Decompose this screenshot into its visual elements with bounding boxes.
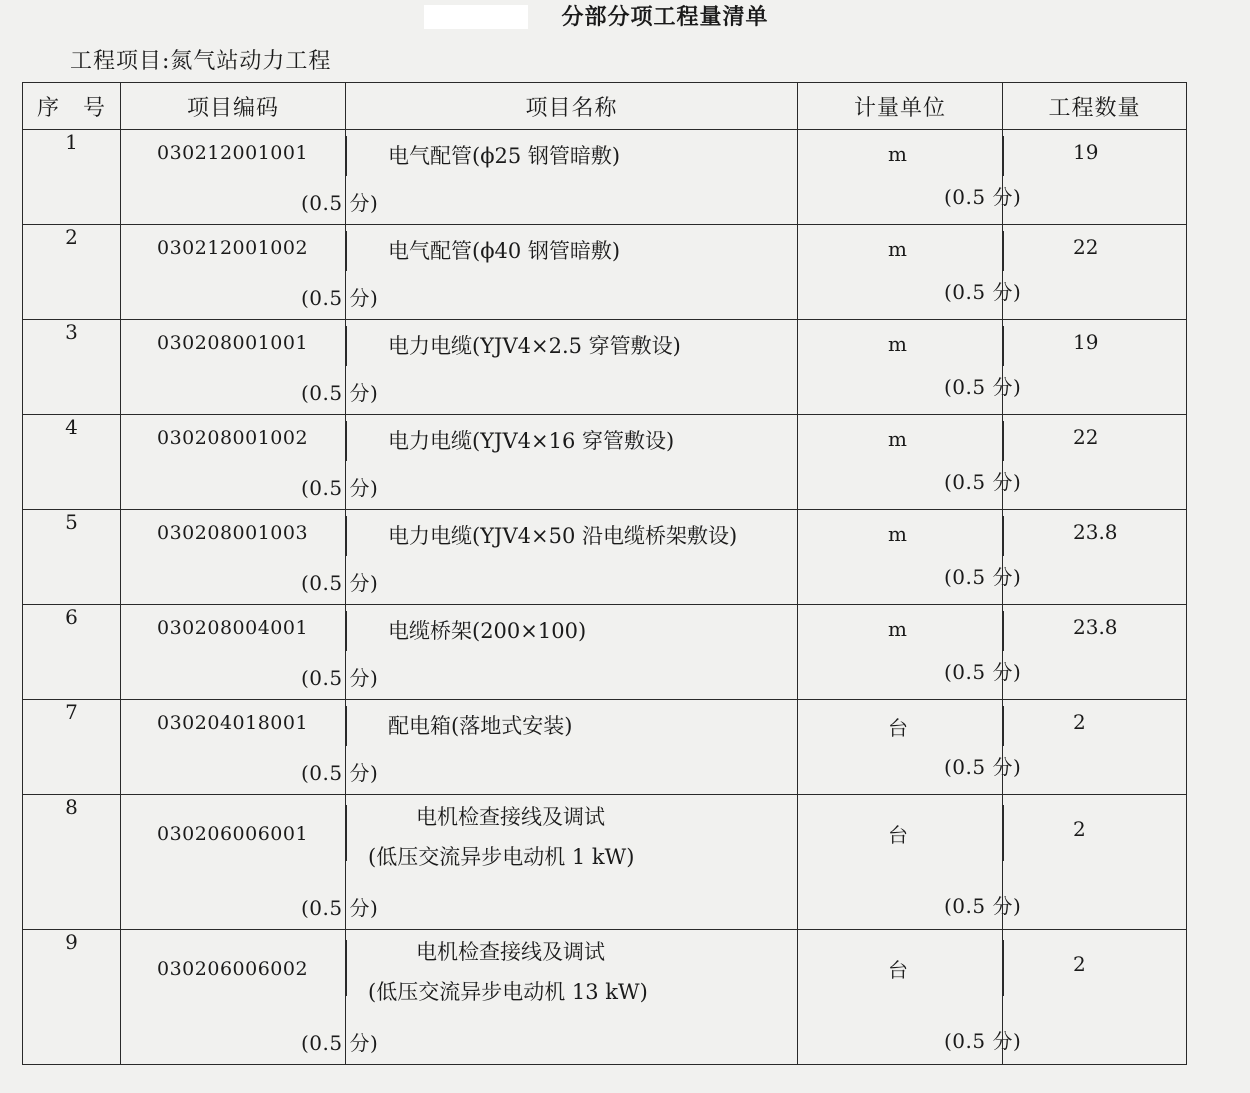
table-row [23,320,1187,415]
score-note: (0.5 分) [944,565,1022,589]
score-note: (0.5 分) [944,280,1022,304]
item-qty: 19 [1073,330,1099,354]
item-code: 030208001002 [157,427,309,449]
bill-of-quantities-table [22,82,1187,1065]
item-name: 电气配管(ϕ25 钢管暗敷) [388,144,621,168]
row-number: 3 [23,320,121,415]
item-qty: 23.8 [1073,615,1118,639]
unit-cell [798,320,1022,415]
code-cell [121,130,379,225]
item-qty: 23.8 [1073,520,1118,544]
name-cell [346,130,798,225]
table-row [23,130,1187,225]
qty-cell [1003,795,1187,930]
score-note: (0.5 分) [301,476,379,500]
table-row [23,225,1187,320]
item-unit: 台 [888,958,908,982]
qty-cell [1003,510,1187,605]
header-qty: 工程数量 [1003,83,1187,130]
unit-cell [798,225,1022,320]
project-line: 工程项目:氮气站动力工程 [70,49,332,74]
code-cell [121,605,379,700]
qty-cell [1003,700,1187,795]
unit-cell [798,605,1022,700]
score-note: (0.5 分) [301,286,379,310]
code-cell [121,795,379,930]
row-number: 2 [23,225,121,320]
item-code: 030212001001 [157,142,309,164]
unit-cell [798,415,1022,510]
item-name-line1: 电机检查接线及调试 [416,940,605,964]
item-name: 电缆桥架(200×100) [388,619,587,643]
score-note: (0.5 分) [944,185,1022,209]
score-note: (0.5 分) [301,896,379,920]
code-cell [121,700,379,795]
name-cell [346,930,798,1065]
item-name: 电气配管(ϕ40 钢管暗敷) [388,239,621,263]
item-name: 电力电缆(YJV4×16 穿管敷设) [388,429,675,453]
item-unit: m [888,522,907,546]
code-cell [121,930,379,1065]
table-row [23,605,1187,700]
qty-cell [1003,930,1187,1065]
row-number: 1 [23,130,121,225]
item-unit: 台 [888,716,908,740]
score-note: (0.5 分) [301,191,379,215]
score-note: (0.5 分) [301,761,379,785]
qty-cell [1003,605,1187,700]
score-note: (0.5 分) [301,666,379,690]
score-note: (0.5 分) [944,375,1022,399]
item-qty: 2 [1073,817,1086,841]
row-number: 9 [23,930,121,1065]
row-number: 6 [23,605,121,700]
name-cell [346,320,798,415]
item-unit: 台 [888,823,908,847]
qty-cell [1003,130,1187,225]
score-note: (0.5 分) [944,1029,1022,1053]
item-qty: 2 [1073,952,1086,976]
item-qty: 22 [1073,235,1099,259]
item-name-line2: (低压交流异步电动机 13 kW) [368,980,648,1004]
name-cell [346,510,798,605]
item-unit: m [888,617,907,641]
item-code: 030212001002 [157,237,309,259]
code-cell [121,320,379,415]
item-qty: 2 [1073,710,1086,734]
score-note: (0.5 分) [301,1031,379,1055]
row-number: 4 [23,415,121,510]
item-name: 电力电缆(YJV4×50 沿电缆桥架敷设) [388,524,738,548]
item-code: 030208004001 [157,617,309,639]
name-cell [346,415,798,510]
header-code: 项目编码 [121,83,346,130]
header-row [23,83,1187,130]
item-code: 030208001001 [157,332,309,354]
item-unit: m [888,332,907,356]
table-row [23,795,1187,930]
code-cell [121,415,379,510]
table-row [23,415,1187,510]
table-row [23,930,1187,1065]
row-number: 7 [23,700,121,795]
item-name-line1: 电机检查接线及调试 [416,805,605,829]
page-title: 分部分项工程量清单 [561,4,769,30]
item-code: 030208001003 [157,522,309,544]
item-qty: 19 [1073,140,1099,164]
qty-cell [1003,225,1187,320]
item-unit: m [888,427,907,451]
header-name: 项目名称 [346,83,798,130]
item-qty: 22 [1073,425,1099,449]
item-unit: m [888,237,907,261]
score-note: (0.5 分) [301,571,379,595]
name-cell [346,225,798,320]
name-cell [346,795,798,930]
table-row [23,510,1187,605]
code-cell [121,225,379,320]
item-code: 030206006001 [157,823,309,845]
item-name: 配电箱(落地式安装) [388,714,573,738]
code-cell [121,510,379,605]
table-row [23,700,1187,795]
row-number: 5 [23,510,121,605]
item-unit: m [888,142,907,166]
name-cell [346,605,798,700]
score-note: (0.5 分) [944,755,1022,779]
header-unit: 计量单位 [798,83,1003,130]
qty-cell [1003,320,1187,415]
header-no: 序 号 [23,83,121,130]
unit-cell [798,130,1022,225]
score-note: (0.5 分) [301,381,379,405]
unit-cell [798,510,1022,605]
unit-cell [798,795,1022,930]
unit-cell [798,700,1022,795]
score-note: (0.5 分) [944,470,1022,494]
score-note: (0.5 分) [944,660,1022,684]
score-note: (0.5 分) [944,894,1022,918]
item-name-line2: (低压交流异步电动机 1 kW) [368,845,635,869]
item-code: 030204018001 [157,712,309,734]
item-code: 030206006002 [157,958,309,980]
qty-cell [1003,415,1187,510]
unit-cell [798,930,1022,1065]
item-name: 电力电缆(YJV4×2.5 穿管敷设) [388,334,681,358]
row-number: 8 [23,795,121,930]
name-cell [346,700,798,795]
